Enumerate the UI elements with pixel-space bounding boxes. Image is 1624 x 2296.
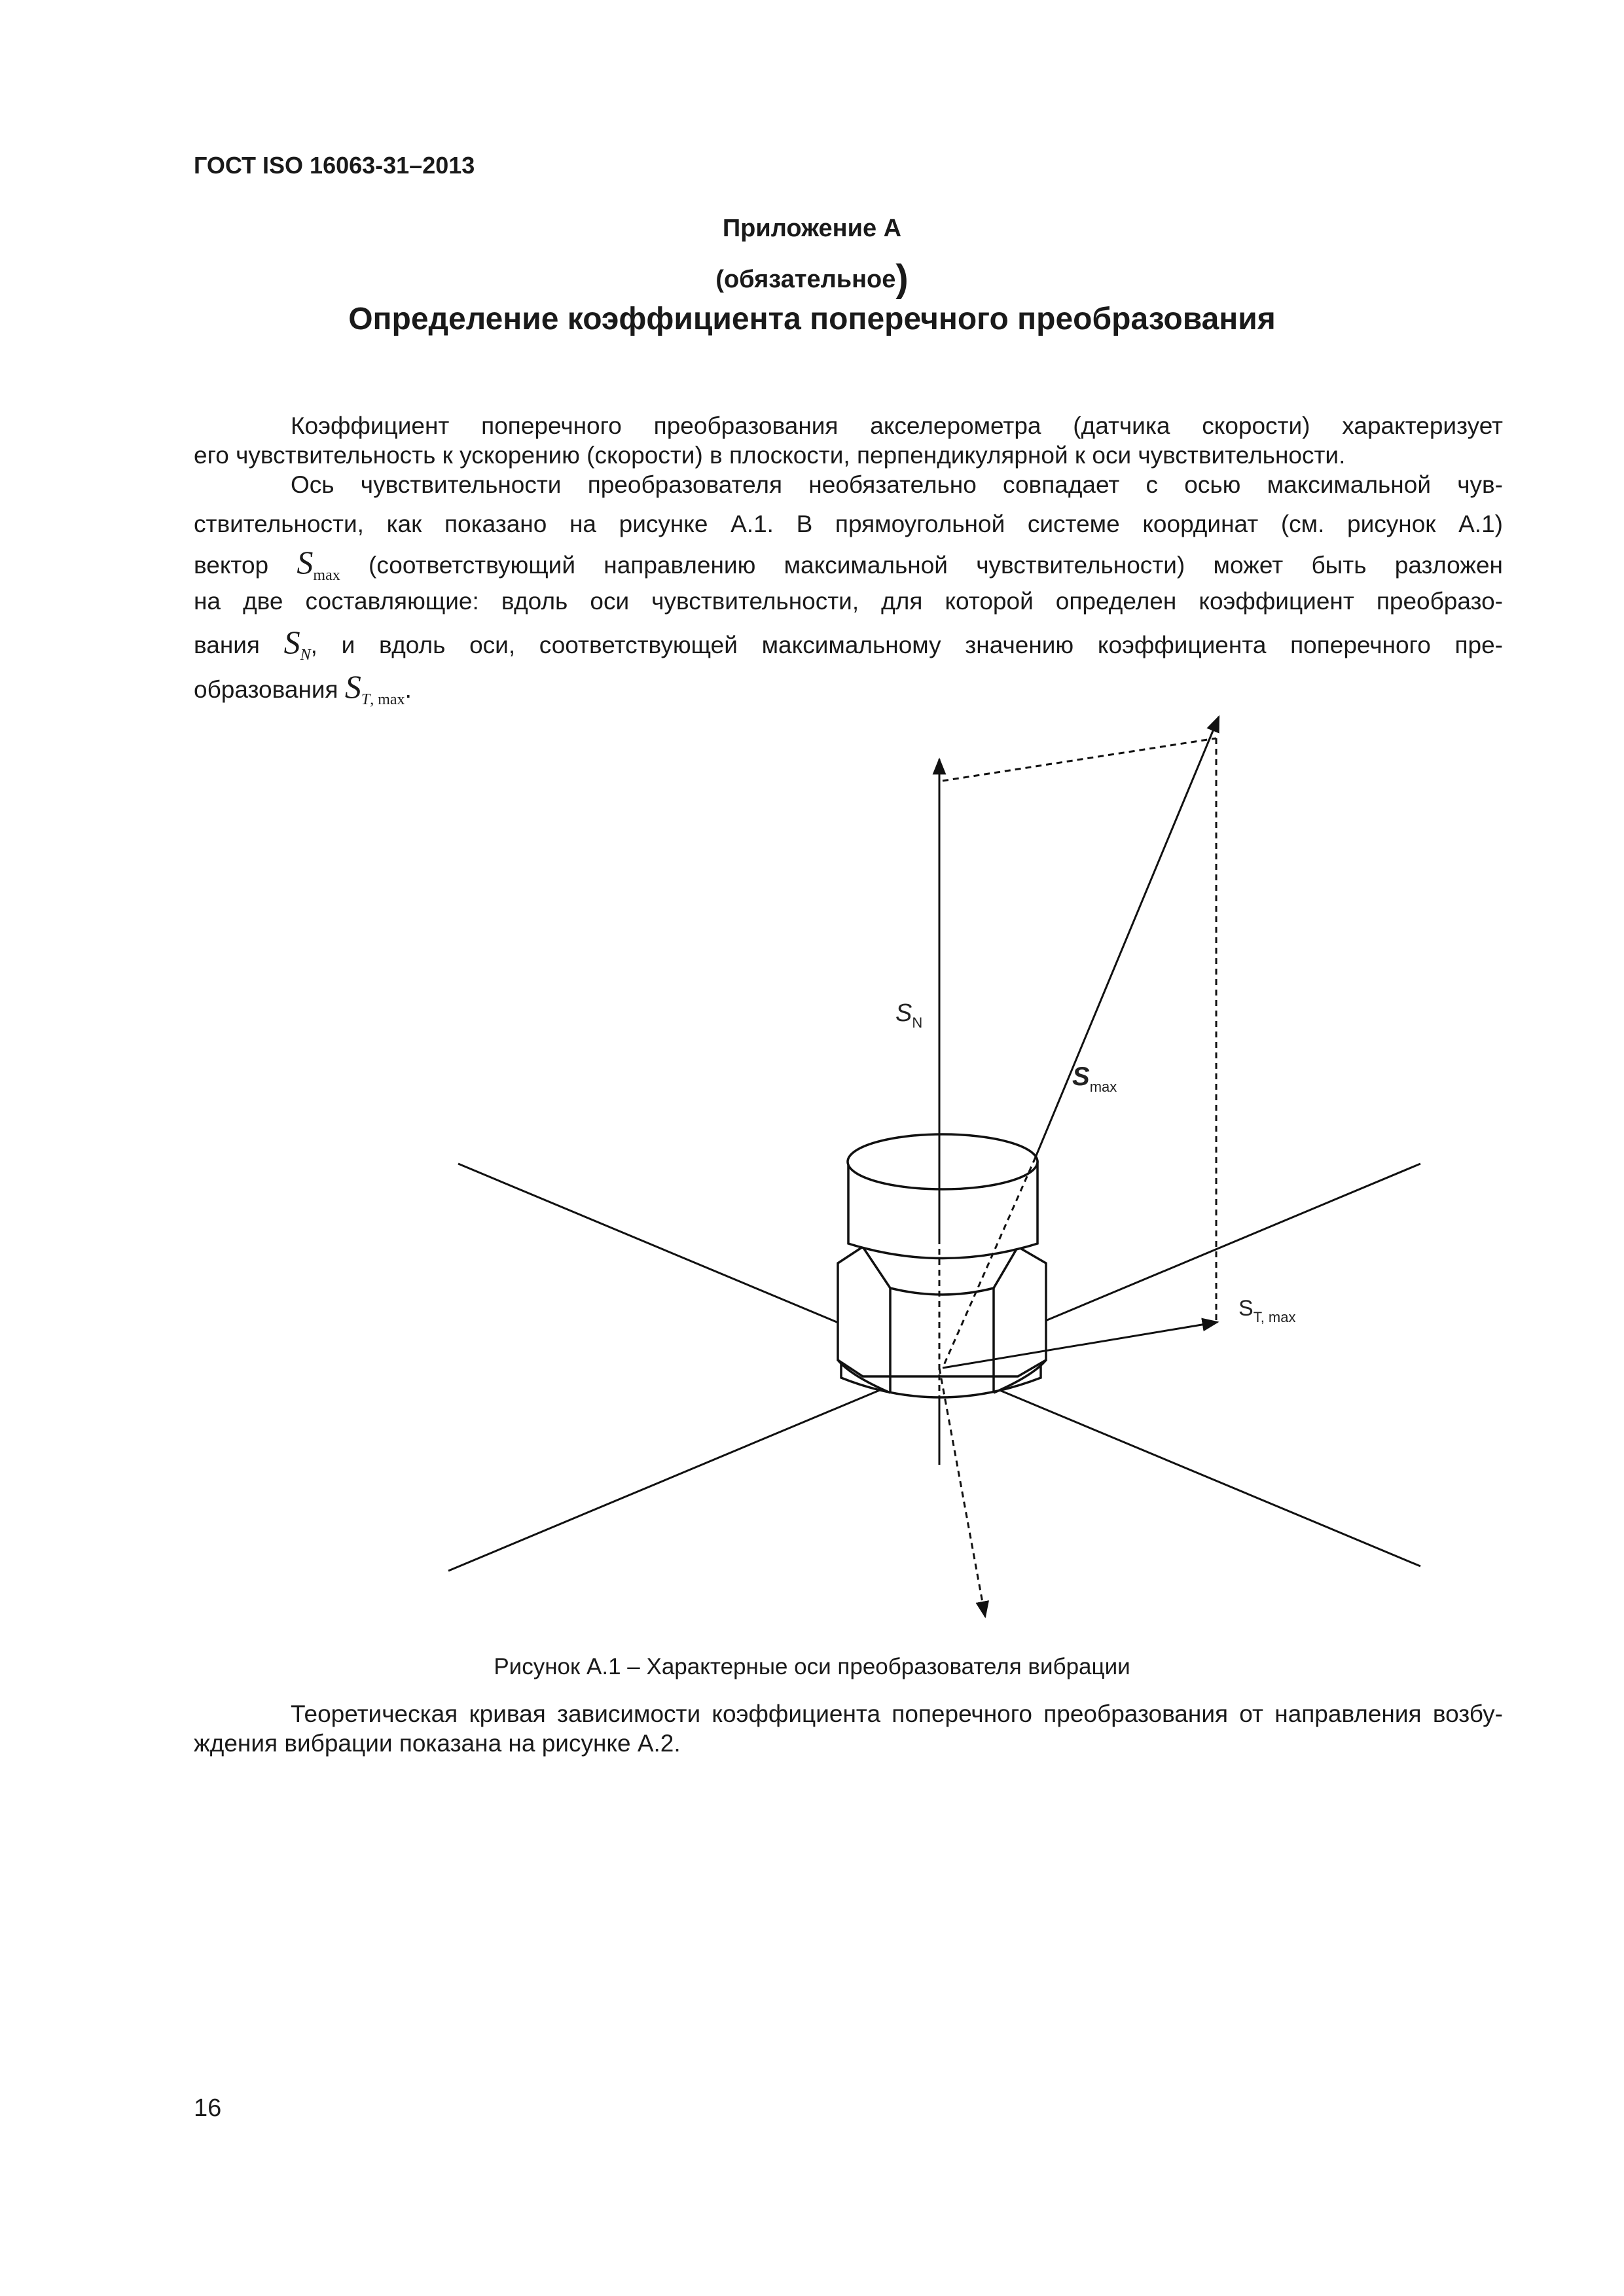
section-heading: Определение коэффициента поперечного преобразования (348, 302, 1276, 336)
annex-title: Приложение А (722, 215, 902, 242)
annex-status-paren: ) (895, 257, 909, 300)
document-header: ГОСТ ISO 16063-31–2013 (194, 152, 475, 179)
paragraph-2-line-3: вектор $S_{max}$ (соответствующий направлению максимальной чувствительности) может быть разложен (194, 544, 1503, 584)
sensor-body (838, 1134, 1046, 1397)
paragraph-3-line-2: ждения вибрации показана на рисунке А.2. (194, 1730, 681, 1757)
label-st-max: $S_{T, max}$ (1238, 1296, 1296, 1325)
paragraph-2-line-1: Ось чувствительности преобразователя необязательно совпадает с осью максимальной чув- (291, 471, 1503, 498)
symbol-s-t-max: $S_{T, max}$ (344, 668, 405, 708)
paragraph-2-line-6: образования $S_{T, max}$. (194, 668, 412, 708)
paragraph-2-line-2: ствительности, как показано на рисунке А.1. В прямоугольной системе координат (см. рисунок А.1) (194, 511, 1503, 537)
smax-vector (1036, 717, 1219, 1157)
projection-top (943, 738, 1216, 781)
lower-dashed-arrow (939, 1368, 985, 1617)
figure-caption: Рисунок А.1 – Характерные оси преобразователя вибрации (494, 1654, 1130, 1679)
paragraph-1-line-2: его чувствительность к ускорению (скорости) в плоскости, перпендикулярной к оси чувствительности. (194, 442, 1346, 469)
paragraph-3-line-1: Теоретическая кривая зависимости коэффициента поперечного преобразования от направления возбу- (291, 1700, 1503, 1727)
label-smax: $S_{max}$ (1072, 1062, 1117, 1095)
label-sn: $S_N$ (895, 999, 923, 1031)
paragraph-2-line-4: на две составляющие: вдоль оси чувствительности, для которой определен коэффициент преобразо- (194, 588, 1503, 615)
symbol-s-max: $S_{max}$ (297, 544, 340, 584)
annex-status-text: (обязательное (715, 266, 896, 293)
paragraph-2-line-5: вания $S_N$, и вдоль оси, соответствующей максимальному значению коэффициента поперечного пре- (194, 624, 1503, 664)
paragraph-1-line-1: Коэффициент поперечного преобразования акселерометра (датчика скорости) характеризует (291, 412, 1503, 439)
symbol-s-n: $S_N$ (283, 624, 311, 664)
page-number: 16 (194, 2094, 222, 2122)
